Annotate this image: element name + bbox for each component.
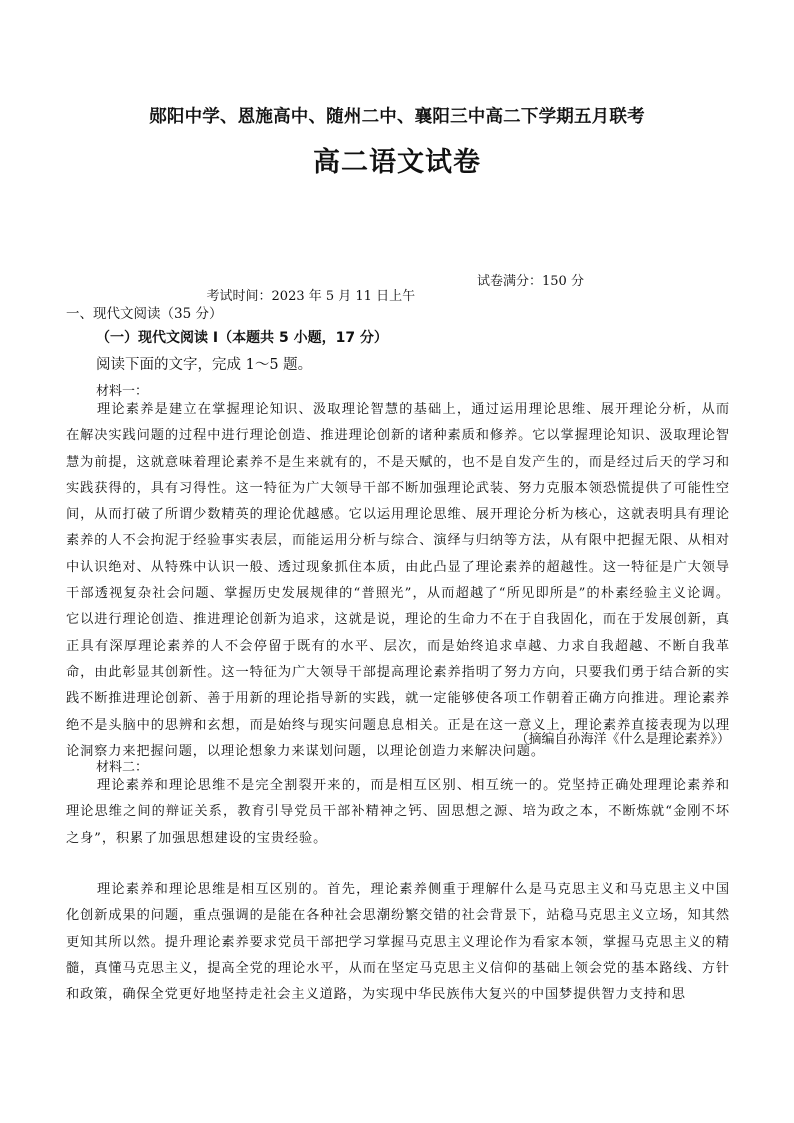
section-heading: 一、现代文阅读（35 分）	[66, 306, 223, 322]
material-one-source: （摘编自孙海洋《什么是理论素养》）	[515, 732, 730, 747]
material-one-label: 材料一：	[96, 384, 149, 399]
material-two-paragraph-1: 理论素养和理论思维不是完全割裂开来的，而是相互区别、相互统一的。党坚持正确处理理论素养和理论思维之间的辩证关系，教育引导党员干部补精神之钙、固思想之源、培为政之本，不断炼就“金刚不坏之身”，积累了加强思想建设的宝贵经验。	[66, 778, 730, 846]
section-subheading: （一）现代文阅读 I（本题共 5 小题，17 分）	[96, 330, 388, 346]
full-score: 试卷满分：150 分	[477, 274, 584, 289]
reading-instruction: 阅读下面的文字，完成 1～5 题。	[96, 357, 313, 373]
material-one-paragraph: 理论素养是建立在掌握理论知识、汲取理论智慧的基础上，通过运用理论思维、展开理论分析，从而在解决实践问题的过程中进行理论创造、推进理论创新的诸种素质和修养。它以掌握理论知识、汲取理论智慧为前提，这就意味着理论素养不是生来就有的，不是天赋的，也不是自发产生的，而是经过后天的学习和实践获得的，具有习得性。这一特征为广大领导干部不断加强理论武装、努力克服本领恐慌提供了可能性空间，从而打破了所谓少数精英的理论优越感。它以运用理论思维、展开理论分析为核心，这就表明具有理论素养的人不会拘泥于经验事实表层，而能运用分析与综合、演绎与归纳等方法，从有限中把握无限、从相对中认识绝对、从特殊中认识一般、透过现象抓住本质，由此凸显了理论素养的超越性。这一特征是广大领导干部透视复杂社会问题、掌握历史发展规律的“普照光”，从而超越了“所见即所是”的朴素经验主义论调。它以进行理论创造、推进理论创新为追求，这就是说，理论的生命力不在于自我固化，而在于发展创新，真正具有深厚理论素养的人不会停留于既有的水平、层次，而是始终追求卓越、力求自我超越、不断自我革命，由此彰显其创新性。这一特征为广大领导干部提高理论素养指明了努力方向，只要我们勇于结合新的实践不断推进理论创新、善于用新的理论指导新的实践，就一定能够使各项工作朝着正确方向推进。理论素养绝不是头脑中的思辨和玄想，而是始终与现实问题息息相关。正是在这一意义上，理论素养直接表现为以理论洞察力来把握问题，以理论想象力来谋划问题，以理论创造力来解决问题。	[66, 402, 730, 759]
material-two-paragraph-2: 理论素养和理论思维是相互区别的。首先，理论素养侧重于理解什么是马克思主义和马克思主义中国化创新成果的问题，重点强调的是能在各种社会思潮纷繁交错的社会背景下，站稳马克思主义立场，知其然更知其所以然。提升理论素养要求党员干部把学习掌握马克思主义理论作为看家本领，掌握马克思主义的精髓，真懂马克思主义，提高全党的理论水平，从而在坚定马克思主义信仰的基础上领会党的基本路线、方针和政策，确保全党更好地坚持走社会主义道路，为实现中华民族伟大复兴的中国梦提供智力支持和思	[66, 882, 730, 1003]
exam-title: 郧阳中学、恩施高中、随州二中、襄阳三中高二下学期五月联考	[149, 107, 645, 127]
material-two-label: 材料二：	[96, 760, 149, 775]
exam-subtitle: 高二语文试卷	[313, 147, 481, 178]
exam-time: 考试时间：2023 年 5 月 11 日上午	[206, 289, 416, 304]
exam-info-row	[190, 270, 584, 334]
